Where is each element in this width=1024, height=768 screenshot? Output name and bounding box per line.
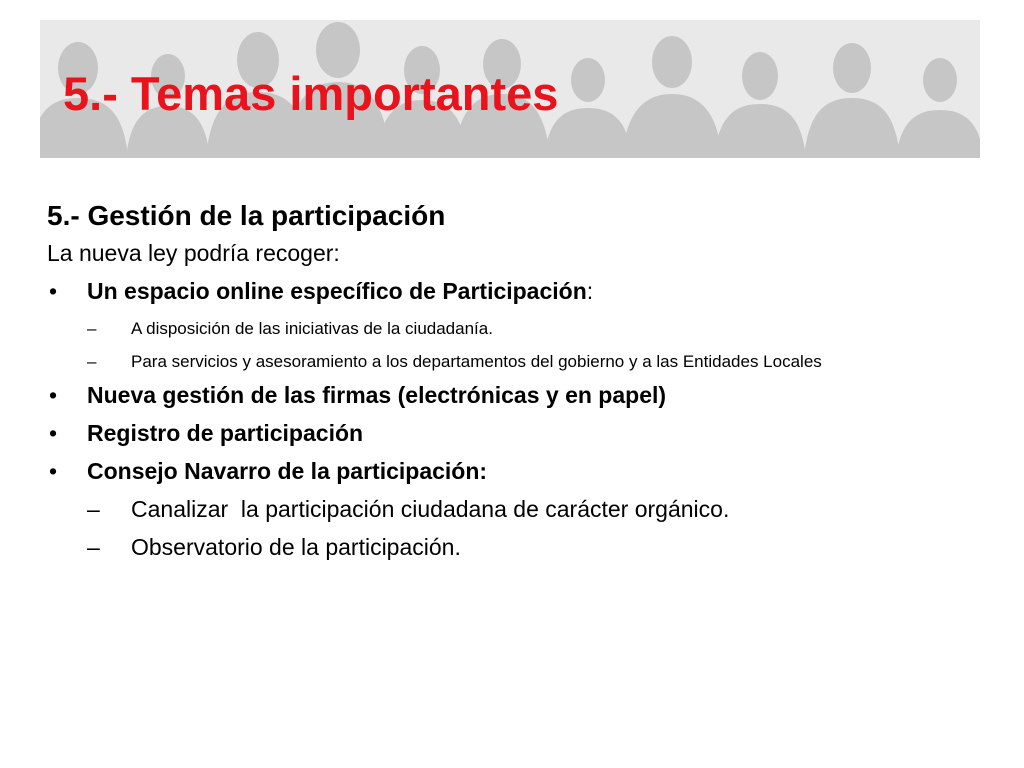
- slide-content: [47, 198, 977, 562]
- list-item: [47, 456, 977, 562]
- point-label: Nueva gestión de las firmas (electrónicas y en papel): [87, 382, 667, 408]
- sub-list: [87, 318, 977, 372]
- sub-item-text: Para servicios y asesoramiento a los departamentos del gobierno y a las Entidades Locales: [131, 352, 822, 371]
- sub-list-item: [87, 318, 977, 339]
- sub-item-text: A disposición de las iniciativas de la ciudadanía.: [131, 319, 493, 338]
- bullet-icon: •: [49, 420, 58, 446]
- sub-item-text: Observatorio de la participación.: [131, 534, 461, 560]
- bullet-icon: •: [49, 278, 58, 304]
- list-item: [47, 418, 977, 448]
- intro-text: La nueva ley podría recoger:: [47, 240, 340, 266]
- slide-title: 5.- Temas importantes: [63, 67, 559, 120]
- dash-icon: –: [87, 319, 97, 338]
- list-item: [47, 276, 977, 372]
- bullet-list: [47, 276, 977, 562]
- sub-list-item: [87, 532, 977, 562]
- dash-icon: –: [87, 496, 100, 522]
- sub-list-item: [87, 494, 977, 524]
- bullet-icon: •: [49, 382, 58, 408]
- list-item: [47, 380, 977, 410]
- dash-icon: –: [87, 534, 100, 560]
- dash-icon: –: [87, 352, 97, 371]
- point-suffix: :: [586, 278, 594, 304]
- bullet-icon: •: [49, 458, 58, 484]
- sub-item-text: Canalizar la participación ciudadana de carácter orgánico.: [131, 496, 730, 522]
- section-heading: 5.- Gestión de la participación: [47, 200, 446, 231]
- point-label: Consejo Navarro de la participación:: [87, 458, 488, 484]
- sub-list-item: [87, 351, 977, 372]
- point-label: Registro de participación: [87, 420, 364, 446]
- sub-list: [87, 494, 977, 562]
- point-label: Un espacio online específico de Participación: [87, 278, 587, 304]
